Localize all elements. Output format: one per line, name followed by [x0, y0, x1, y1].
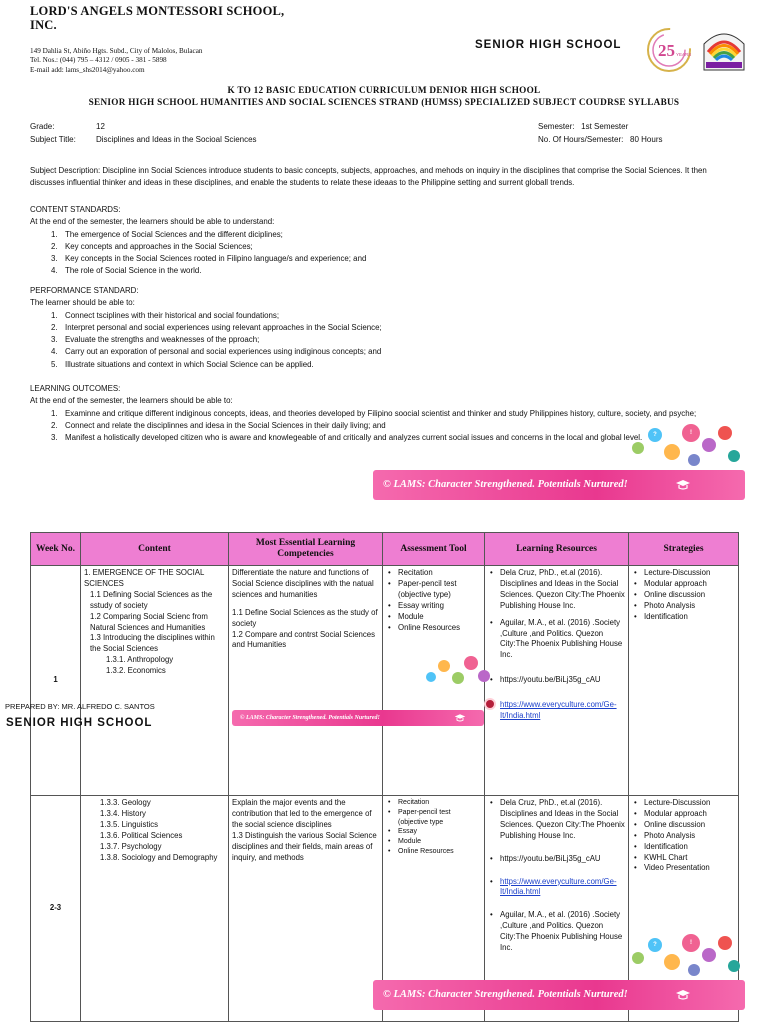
content-standards-heading: CONTENT STANDARDS: [30, 205, 121, 214]
subject-value: Disciplines and Ideas in the Socioal Sciences [96, 134, 257, 144]
senior-high-heading: SENIOR HIGH SCHOOL [475, 39, 622, 51]
school-seal-icon [700, 24, 748, 74]
resources-cell: • Dela Cruz, PhD., et.al (2016). Disciplines and Ideas in the Social Sciences. Quezon City:The Phoenix Publishing House Inc. • https://youtu.be/BiLj35g_cAU • https://www.everyculture.com/Ge-It/India.html • Aguilar, M.A., et al. (2016) .Society ,Culture ,and Politics. Quezon City:The Phoenix Publishing House Inc. [485, 796, 629, 1022]
list-item: 3. Manifest a holistically developed citizen who is aware and knowlegeable of and critically and analyzes current social issues and concerns in the local and global level. [51, 433, 643, 442]
column-header: Strategies [629, 533, 739, 566]
list-item: 4. The role of Social Science in the world. [51, 266, 202, 276]
bubble-icon [632, 442, 644, 454]
graduation-cap-icon [675, 477, 691, 493]
hours-value: 80 Hours [630, 134, 663, 144]
bubble-icon [464, 656, 478, 670]
decorative-bubbles [628, 934, 748, 982]
motto-text: © LAMS: Character Strengthened. Potentials Nurtured! [383, 478, 628, 490]
column-header: Learning Resources [485, 533, 629, 566]
list-item: 2. Interpret personal and social experiences using relevant approaches in the Social Science; [51, 322, 382, 332]
graduation-cap-icon [454, 712, 466, 724]
content-cell: 1.3.3. Geology 1.3.4. History 1.3.5. Linguistics 1.3.6. Political Sciences 1.3.7. Psychology 1.3.8. Sociology and Demography [81, 796, 229, 1022]
learning-outcomes-intro: At the end of the semester, the learners should be able to: [30, 396, 233, 406]
list-item: 2. Key concepts and approaches in the Social Sciences; [51, 241, 253, 251]
list-item: 1. Connect tsciplines with their historical and social foundations; [51, 310, 280, 320]
subject-meta-left [30, 121, 257, 147]
assessment-cell: • Recitation • Paper-pencil test (objective type • Essay • Module • Online Resources [383, 796, 485, 1022]
list-item: 2. Connect and relate the disciplinnes and idesa in the Social Sciences in their daily living; and [51, 420, 386, 430]
curriculum-title: K TO 12 BASIC EDUCATION CURRICULUM DENIOR HIGH SCHOOL [227, 85, 541, 95]
learning-outcomes-heading: LEARNING OUTCOMES: [30, 384, 121, 393]
week-cell: 2-3 [31, 796, 81, 1022]
competencies-cell: Explain the major events and the contribution that led to the emergence of the social science disciplines 1.3 Distinguish the various Social Science disciplines and their fields, main areas of inquiry, and methods [229, 796, 383, 1022]
bubble-icon [718, 426, 732, 440]
grade-label: Grade: [30, 122, 55, 131]
bubble-icon [688, 454, 700, 466]
list-item: 1. Examinne and critique different indiginous concepts, ideas, and theories developed by Filipino soocial scientist and thinker and study Philippines history, culture, society, and psyche; [51, 408, 697, 418]
bubble-icon [728, 450, 740, 462]
bubble-icon [702, 438, 716, 452]
week-cell: 1 [31, 566, 81, 796]
everyculture-link[interactable]: https://www.everyculture.com/Ge-It/India.html [500, 700, 617, 721]
subject-meta-right [538, 121, 663, 147]
motto-banner [232, 710, 484, 726]
list-item: 3. Evaluate the strengths and weaknesses of the pproach; [51, 335, 260, 344]
bubble-icon: ! [682, 934, 700, 952]
resources-cell: • Dela Cruz, PhD., et.al (2016). Disciplines and Ideas in the Social Sciences. Quezon City:The Phoenix Publishing House Inc. • Aguilar, M.A., et al. (2016) .Society ,Culture ,and Politics. Quezon City:The Phoenix Publishing House Inc. • https://youtu.be/BiLj35g_cAU • https://www.everyculture.com/Ge-It/India.html [485, 566, 629, 796]
syllabus-title: SENIOR HIGH SCHOOL HUMANITIES AND SOCIAL SCIENCES STRAND (HUMSS) SPECIALIZED SUBJECT COUDRSE SYLLABUS [88, 97, 680, 107]
bubble-icon [718, 936, 732, 950]
everyculture-link[interactable]: https://www.everyculture.com/Ge-It/India.html [500, 876, 617, 897]
performance-standard [30, 285, 740, 371]
decorative-bubbles [628, 424, 748, 472]
list-item: 1. The emergence of Social Sciences and the different diciplines; [51, 229, 283, 239]
anniversary-logo [644, 25, 694, 75]
telephone-line: Tel. Nos.: (044) 795 – 4312 / 0905 - 381 - 5898 [30, 56, 167, 65]
column-header: Content [81, 533, 229, 566]
bubble-icon [478, 670, 490, 682]
motto-text: © LAMS: Character Strengthened. Potentials Nurtured! [383, 988, 628, 1000]
hours-label: No. Of Hours/Semester: [538, 134, 624, 144]
list-item: 3. Key concepts in the Social Sciences rooted in Filipino language/s and experience; and [51, 254, 367, 263]
bubble-icon: ! [682, 424, 700, 442]
content-standards [30, 204, 740, 278]
column-header: Week No. [31, 533, 81, 566]
list-item: 4. Carry out an exporation of personal and social experiences using indiginous concepts; and [51, 347, 382, 357]
table-header-row [31, 533, 739, 566]
assessment-cell: • Recitation • Paper-pencil test (objective type) • Essay writing • Module • Online Resources [383, 566, 485, 796]
content-standards-intro: At the end of the semester, the learners should be able to understand: [30, 217, 275, 227]
logo-years: YEARS [676, 52, 692, 57]
motto-banner [373, 470, 745, 500]
email-line: E-mail add: lams_shs2014@yahoo.com [30, 65, 145, 74]
decorative-bubbles [424, 652, 494, 696]
bubble-icon [452, 672, 464, 684]
content-cell: 1. EMERGENCE OF THE SOCIAL SCIENCES 1.1 Defining Social Sciences as the sstudy of society 1.2 Comparing Social Scienc from Natural Sciences and Humanities 1.3 Introducing the disciplines within the Social Sciences 1.3.1. Anthropology 1.3.2. Economics [81, 566, 229, 796]
column-header: Most Essential Learning Competencies [229, 533, 383, 566]
semester-label: Semester: [538, 122, 575, 131]
logo-number: 25 [658, 41, 675, 60]
bubble-icon [438, 660, 450, 672]
semester-value: 1st Semester [581, 122, 629, 131]
performance-standard-heading: PERFORMANCE STANDARD: [30, 286, 139, 295]
competencies-cell: Differentiate the nature and functions of Social Science disciplines with the natual sciences and humanities 1.1 Define Social Sciences as the study of society 1.2 Compare and contrst Social Sciences and Humanities [229, 566, 383, 796]
strategies-cell: • Lecture-Discussion • Modular approach • Online discussion • Photo Analysis • Identification [629, 566, 739, 796]
bubble-icon [702, 948, 716, 962]
subject-description: Subject Description: Discipline inn Social Sciences introduce students to basic concepts, subjects, approaches, and mehods on inquiry in the disciplines that comprise the Social Sciences. It then discusses influential thinker and ideas in these disciplines, and enable the students to relate these ideaas to the Philippine setting and surrent globall trends. [30, 166, 707, 187]
bubble-icon: ? [648, 938, 662, 952]
bubble-icon [688, 964, 700, 976]
bubble-icon [632, 952, 644, 964]
column-header: Assessment Tool [383, 533, 485, 566]
bubble-icon [426, 672, 436, 682]
record-icon [484, 698, 496, 710]
bubble-icon [664, 444, 680, 460]
bubble-icon [728, 960, 740, 972]
motto-banner [373, 980, 745, 1010]
table-row [31, 566, 739, 796]
list-item: 5. Illustrate situations and context in which Social Science can be applied. [51, 359, 314, 369]
bubble-icon [664, 954, 680, 970]
senior-high-footer: SENIOR HIGH SCHOOL [6, 717, 153, 729]
address-line: 149 Dahlia St, Abiño Hgts. Subd., City of Malolos, Bulacan [30, 47, 203, 55]
grade-value: 12 [96, 122, 105, 131]
graduation-cap-icon [675, 987, 691, 1003]
strategies-cell: • Lecture-Discussion • Modular approach • Online discussion • Photo Analysis • Identification • KWHL Chart • Video Presentation [629, 796, 739, 1022]
school-name: LORD'S ANGELS MONTESSORI SCHOOL, INC. [30, 4, 285, 33]
bubble-icon: ? [648, 428, 662, 442]
prepared-by: PREPARED BY: MR. ALFREDO C. SANTOS [5, 702, 155, 711]
subject-label: Subject Title: [30, 134, 76, 144]
performance-standard-intro: The learner should be able to: [30, 298, 135, 308]
motto-text: © LAMS: Character Strengthened. Potentials Nurtured! [240, 714, 380, 721]
school-address [30, 47, 203, 75]
